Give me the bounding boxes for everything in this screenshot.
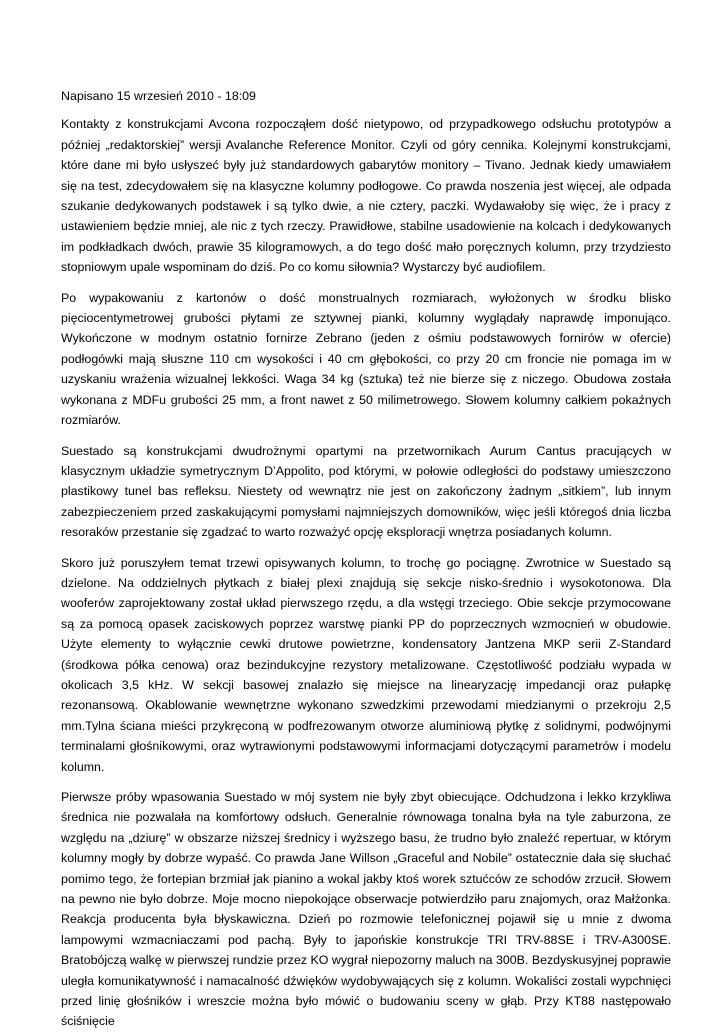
paragraph-listening: Pierwsze próby wpasowania Suestado w mój system nie były zbyt obiecujące. Odchudzona i lekko krzykliwa średnica nie pozwalała na komfortowy odsłuch. Generalnie równowaga tonalna była na tyle zaburzona, ze względu na „dziurę” w obszarze niższej średnicy i wyższego basu, że trudno było znaleźć repertuar, w którym kolumny mogły by dobrze wypaść. Co prawda Jane Willson „Graceful and Nobile” ostatecznie dała się słuchać pomimo tego, że fortepian brzmiał jak pianino a wokal jakby ktoś worek sztućców ze schodów zrzucił. Słowem na pewno nie było dobrze. Moje mocno niepokojące obserwacje potwierdziło paru znajomych, oraz Małżonka. Reakcja producenta była błyskawiczna. Dzień po rozmowie telefonicznej pojawił się u mnie z dwoma lampowymi wzmacniaczami pod pachą. Były to japońskie konstrukcje TRI TRV-88SE i TRV-A300SE. Bratobójczą walkę w pierwszej rundzie przez KO wygrał niepozorny maluch na 300B. Bezdyskusyjnej poprawie uległa komunikatywność i namacalność dźwięków wydobywających się z kolumn. Wokaliści zostali wypchnięci przed linię głośników i wreszcie można było mówić o budowaniu sceny w głąb. Przy KT88 następowało ściśnięcie — [61, 790, 671, 1029]
paragraph-unboxing: Po wypakowaniu z kartonów o dość monstrualnych rozmiarach, wyłożonych w środku blisko pięciocentymetrowej grubości płytami ze sztywnej pianki, kolumny wyglądały naprawdę imponująco. Wykończone w modnym ostatnio fornirze Zebrano (jeden z ośmiu podstawowych fornirów w ofercie) podłogówki mają słuszne 110 cm wysokości i 40 cm głębokości, co przy 20 cm froncie nie pomaga im w uzyskaniu wrażenia wizualnej lekkości. Waga 34 kg (sztuka) też nie bierze się z niczego. Obudowa została wykonana z MDFu grubości 25 mm, a front nawet z 50 milimetrowego. Słowem kolumny całkiem pokaźnych rozmiarów. — [61, 290, 671, 428]
post-date: Napisano 15 wrzesień 2010 - 18:09 — [61, 89, 256, 103]
paragraph-intro: Kontakty z konstrukcjami Avcona rozpocząłem dość nietypowo, od przypadkowego odsłuchu prototypów a później „redaktorskiej” wersji Avalanche Reference Monitor. Czyli od góry cennika. Kolejnymi konstrukcjami, które dane mi było usłyszeć były już standardowych gabarytów monitory – Tivano. Jednak kiedy umawiałem się na test, zdecydowałem się na klasyczne kolumny podłogowe. Co prawda noszenia jest więcej, ale odpada szukanie dedykowanych podstawek i są tylko dwie, a nie cztery, paczki. Wydawałoby się więc, że i pracy z ustawieniem będzie mniej, ale nic z tych rzeczy. Prawidłowe, stabilne usadowienie na kolcach i dedykowanych im podkładkach dwóch, prawie 35 kilogramowych, a do tego dość mało poręcznych kolumn, przy trzydziesto stopniowym upale wspominam do dziś. Po co komu siłownia? Wystarczy być audiofilem. — [61, 117, 671, 275]
paragraph-crossover: Skoro już poruszyłem temat trzewi opisywanych kolumn, to trochę go pociągnę. Zwrotnice w Suestado są dzielone. Na oddzielnych płytkach z białej plexi znajdują się sekcje nisko-średnio i wysokotonowa. Dla wooferów zaprojektowany został układ pierwszego rzędu, a dla wstęgi trzeciego. Obie sekcje przymocowane są za pomocą opasek zaciskowych poprzez warstwę pianki PP do poprzecznych wzmocnień w obudowie. Użyte elementy to wyłącznie cewki drutowe powietrzne, kondensatory Jantzena MKP serii Z-Standard (środkowa półka cenowa) oraz bezindukcyjne rezystory metalizowane. Częstotliwość podziału wypada w okolicach 3,5 kHz. W sekcji basowej znalazło się miejsce na linearyzację impedancji oraz pułapkę rezonansową. Okablowanie wewnętrzne wykonano szwedzkimi przewodami miedzianymi o przekroju 2,5 mm.Tylna ściana mieści przykręconą w podfrezowanym otworze aluminiową płytkę z solidnymi, podwójnymi terminalami głośnikowymi, oraz wytrawionymi podstawowymi informacjami dotyczącymi parametrów i modelu kolumn. — [61, 555, 671, 774]
document-body — [61, 86, 671, 1032]
paragraph-drivers: Suestado są konstrukcjami dwudrożnymi opartymi na przetwornikach Aurum Cantus pracujących w klasycznym układzie symetrycznym D’Appolito, pod którymi, w połowie odległości do podstawy umieszczono plastikowy tunel bas refleksu. Niestety od wewnątrz nie jest on zakończony żadnym „sitkiem”, lub innym zabezpieczeniem przed zaskakującymi pomysłami najmniejszych domowników, więc jeśli któregoś dnia liczba resoraków przestanie się zgadzać to warto rozważyć opcję eksploracji wnętrza posiadanych kolumn. — [61, 443, 671, 540]
